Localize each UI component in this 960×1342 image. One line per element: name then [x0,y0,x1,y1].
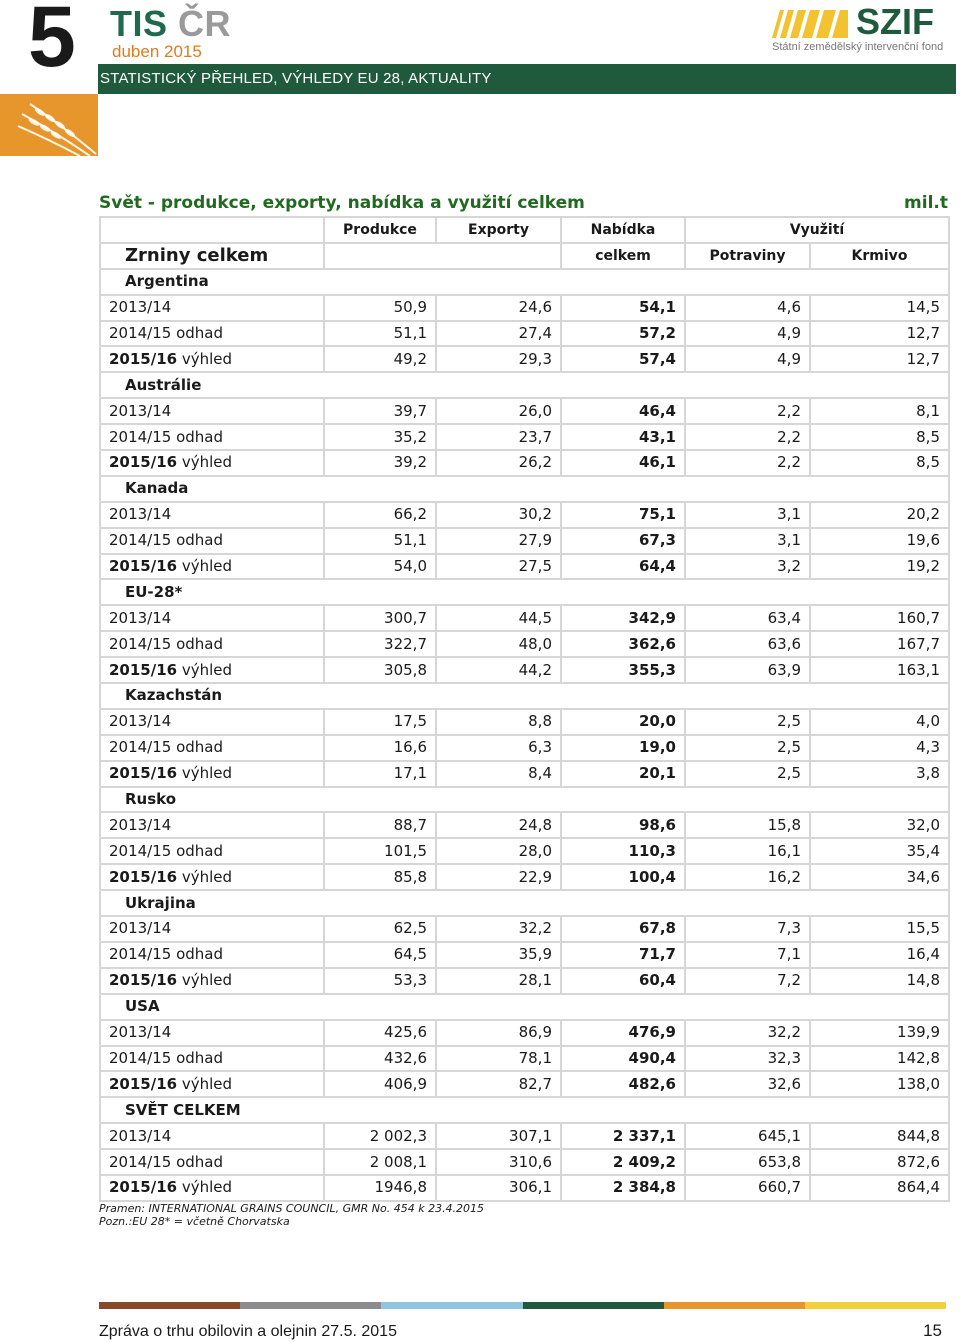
szif-logo-text: SZIF [856,1,934,42]
value-exporty: 26,0 [436,398,561,424]
value-nabidka: 2 384,8 [561,1175,685,1201]
value-produkce: 432,6 [324,1046,436,1072]
header-banner [98,64,956,94]
year: 2013/14 [109,298,172,317]
value-potraviny: 3,2 [685,554,810,580]
year-status: výhled [177,1178,233,1197]
value-exporty: 30,2 [436,502,561,528]
table-row [100,346,949,372]
year-label [100,631,324,657]
value-nabidka: 43,1 [561,424,685,450]
value-nabidka: 20,0 [561,709,685,735]
value-produkce: 17,1 [324,761,436,787]
table-row [100,864,949,890]
value-potraviny: 15,8 [685,812,810,838]
value-krmivo: 12,7 [810,346,949,372]
footer-bar-segment [381,1302,522,1309]
szif-logo-subtitle: Státní zemědělský intervenční fond [772,41,944,53]
header-row-2 [100,243,949,269]
country-row [100,372,949,398]
year-status: výhled [177,867,233,886]
tis-cr-brand [110,3,232,44]
value-krmivo: 14,8 [810,968,949,994]
value-produkce: 305,8 [324,657,436,683]
year: 2014/15 [109,427,172,446]
value-potraviny: 4,6 [685,295,810,321]
year-status: výhled [177,971,233,990]
year: 2013/14 [109,505,172,524]
brand-main: TIS [110,3,179,44]
issue-date: duben 2015 [112,42,202,61]
value-produkce: 53,3 [324,968,436,994]
year-label [100,528,324,554]
value-krmivo: 4,0 [810,709,949,735]
value-exporty: 310,6 [436,1149,561,1175]
value-exporty: 35,9 [436,942,561,968]
year-label [100,968,324,994]
issue-number: 5 [28,0,76,85]
year-status: výhled [177,764,233,783]
value-exporty: 8,8 [436,709,561,735]
value-nabidka: 342,9 [561,605,685,631]
country-name: Kazachstán [100,683,949,709]
value-produkce: 51,1 [324,321,436,347]
value-exporty: 28,1 [436,968,561,994]
year-label [100,657,324,683]
year-status: výhled [177,660,233,679]
value-potraviny: 63,4 [685,605,810,631]
year-label [100,1046,324,1072]
year: 2015/16 [109,660,178,679]
value-potraviny: 2,5 [685,709,810,735]
value-potraviny: 2,2 [685,450,810,476]
year-label [100,864,324,890]
table-row [100,1149,949,1175]
footer-bar-segment [240,1302,381,1309]
year-status: odhad [171,1152,224,1171]
footer-bar-segment [664,1302,805,1309]
col-nabidka: Nabídka [561,217,685,243]
wheat-emblem [0,94,98,156]
value-produkce: 62,5 [324,916,436,942]
value-krmivo: 32,0 [810,812,949,838]
table-row [100,709,949,735]
table-row [100,735,949,761]
section-title: Svět - produkce, exporty, nabídka a využití celkem [99,193,585,213]
value-krmivo: 160,7 [810,605,949,631]
value-exporty: 44,2 [436,657,561,683]
value-potraviny: 7,2 [685,968,810,994]
table-row [100,1020,949,1046]
value-nabidka: 362,6 [561,631,685,657]
value-produkce: 425,6 [324,1020,436,1046]
year: 2015/16 [109,764,178,783]
col-celkem: celkem [561,243,685,269]
value-produkce: 51,1 [324,528,436,554]
table-row [100,1175,949,1201]
value-krmivo: 19,6 [810,528,949,554]
year-label [100,450,324,476]
header-row-1 [100,217,949,243]
col-potraviny: Potraviny [685,243,810,269]
value-potraviny: 3,1 [685,528,810,554]
value-produkce: 64,5 [324,942,436,968]
year: 2014/15 [109,841,172,860]
footer-bar-segment [99,1302,240,1309]
country-name: SVĚT CELKEM [100,1097,949,1123]
value-potraviny: 660,7 [685,1175,810,1201]
value-exporty: 6,3 [436,735,561,761]
value-produkce: 35,2 [324,424,436,450]
value-produkce: 49,2 [324,346,436,372]
year-label [100,1071,324,1097]
year-label [100,812,324,838]
value-potraviny: 3,1 [685,502,810,528]
value-krmivo: 167,7 [810,631,949,657]
year-label [100,916,324,942]
value-potraviny: 2,5 [685,735,810,761]
year-status: odhad [171,531,224,550]
table-row [100,1046,949,1072]
year: 2013/14 [109,1023,172,1042]
banner-text: STATISTICKÝ PŘEHLED, VÝHLEDY EU 28, AKTUALITY [100,70,492,87]
page-number: 15 [923,1321,942,1340]
szif-logo-icon [772,10,848,38]
table-row [100,321,949,347]
value-produkce: 85,8 [324,864,436,890]
year-label [100,942,324,968]
year: 2015/16 [109,349,178,368]
table-row [100,657,949,683]
country-name: Ukrajina [100,890,949,916]
country-row [100,683,949,709]
value-krmivo: 139,9 [810,1020,949,1046]
year-status: odhad [171,738,224,757]
header-blank [100,217,324,243]
value-produkce: 2 002,3 [324,1123,436,1149]
year: 2014/15 [109,1152,172,1171]
country-row [100,787,949,813]
country-name: EU-28* [100,579,949,605]
country-row [100,476,949,502]
year-status: odhad [171,841,224,860]
value-krmivo: 35,4 [810,838,949,864]
footer-bar-segment [805,1302,946,1309]
year: 2014/15 [109,324,172,342]
year-status: výhled [177,1074,233,1093]
value-krmivo: 4,3 [810,735,949,761]
value-krmivo: 8,5 [810,450,949,476]
table-row [100,761,949,787]
year: 2013/14 [109,815,172,834]
year-label [100,735,324,761]
value-produkce: 39,7 [324,398,436,424]
value-nabidka: 2 409,2 [561,1149,685,1175]
table-row [100,631,949,657]
year: 2015/16 [109,453,178,472]
value-potraviny: 653,8 [685,1149,810,1175]
value-krmivo: 14,5 [810,295,949,321]
year-label [100,554,324,580]
value-nabidka: 57,4 [561,346,685,372]
value-produkce: 66,2 [324,502,436,528]
value-nabidka: 110,3 [561,838,685,864]
country-name: USA [100,994,949,1020]
year-label [100,398,324,424]
value-nabidka: 20,1 [561,761,685,787]
value-krmivo: 138,0 [810,1071,949,1097]
value-potraviny: 2,5 [685,761,810,787]
value-krmivo: 12,7 [810,321,949,347]
value-exporty: 307,1 [436,1123,561,1149]
value-nabidka: 355,3 [561,657,685,683]
year-label [100,761,324,787]
value-nabidka: 54,1 [561,295,685,321]
value-krmivo: 864,4 [810,1175,949,1201]
year-label [100,424,324,450]
value-produkce: 54,0 [324,554,436,580]
footer-bar-segment [523,1302,664,1309]
year: 2013/14 [109,919,172,938]
year-status: výhled [177,349,233,368]
value-exporty: 26,2 [436,450,561,476]
value-exporty: 78,1 [436,1046,561,1072]
value-exporty: 86,9 [436,1020,561,1046]
year-label [100,346,324,372]
value-exporty: 8,4 [436,761,561,787]
table-row [100,528,949,554]
value-potraviny: 16,1 [685,838,810,864]
table-row [100,502,949,528]
value-krmivo: 16,4 [810,942,949,968]
year-status: výhled [177,557,233,576]
value-potraviny: 16,2 [685,864,810,890]
value-nabidka: 490,4 [561,1046,685,1072]
year-label [100,1020,324,1046]
table-row [100,968,949,994]
year: 2013/14 [109,712,172,731]
footer-title: Zpráva o trhu obilovin a olejnin 27.5. 2015 [99,1323,397,1340]
value-produkce: 2 008,1 [324,1149,436,1175]
value-nabidka: 2 337,1 [561,1123,685,1149]
value-potraviny: 2,2 [685,398,810,424]
value-nabidka: 60,4 [561,968,685,994]
table-title: Zrniny celkem [100,243,324,269]
value-nabidka: 98,6 [561,812,685,838]
value-nabidka: 64,4 [561,554,685,580]
year-label [100,709,324,735]
table-row [100,812,949,838]
value-produkce: 300,7 [324,605,436,631]
year-label [100,605,324,631]
year: 2014/15 [109,945,172,964]
value-nabidka: 67,8 [561,916,685,942]
unit-label: mil.t [904,193,948,213]
value-nabidka: 75,1 [561,502,685,528]
value-nabidka: 71,7 [561,942,685,968]
table-row [100,1123,949,1149]
value-produkce: 406,9 [324,1071,436,1097]
year-label [100,295,324,321]
value-potraviny: 63,6 [685,631,810,657]
value-exporty: 24,8 [436,812,561,838]
value-krmivo: 872,6 [810,1149,949,1175]
country-name: Austrálie [100,372,949,398]
table-row [100,295,949,321]
year: 2014/15 [109,531,172,550]
value-exporty: 48,0 [436,631,561,657]
year: 2015/16 [109,971,178,990]
value-exporty: 306,1 [436,1175,561,1201]
value-produkce: 50,9 [324,295,436,321]
table-row [100,838,949,864]
value-nabidka: 46,1 [561,450,685,476]
year-status: odhad [171,945,224,964]
year-label [100,502,324,528]
year-status: výhled [177,453,233,472]
value-krmivo: 19,2 [810,554,949,580]
table-row [100,916,949,942]
table-row [100,398,949,424]
year: 2015/16 [109,1074,178,1093]
value-exporty: 28,0 [436,838,561,864]
col-vyuziti: Využití [685,217,949,243]
country-row [100,1097,949,1123]
year-status: odhad [171,634,224,653]
year-label [100,321,324,347]
value-potraviny: 7,3 [685,916,810,942]
value-nabidka: 476,9 [561,1020,685,1046]
table-row [100,450,949,476]
value-potraviny: 4,9 [685,346,810,372]
value-krmivo: 8,5 [810,424,949,450]
footer-color-bar [99,1302,946,1309]
year-label [100,1149,324,1175]
value-exporty: 44,5 [436,605,561,631]
value-nabidka: 57,2 [561,321,685,347]
table-body [100,217,949,1201]
year-status: odhad [171,324,224,342]
value-potraviny: 2,2 [685,424,810,450]
value-produkce: 101,5 [324,838,436,864]
value-krmivo: 34,6 [810,864,949,890]
value-potraviny: 32,2 [685,1020,810,1046]
value-krmivo: 844,8 [810,1123,949,1149]
value-potraviny: 4,9 [685,321,810,347]
value-nabidka: 46,4 [561,398,685,424]
value-produkce: 17,5 [324,709,436,735]
value-potraviny: 32,3 [685,1046,810,1072]
grain-balance-table [99,216,950,1202]
year-label [100,1123,324,1149]
col-exporty: Exporty [436,217,561,243]
brand-accent: ČR [178,3,232,44]
col-krmivo: Krmivo [810,243,949,269]
value-potraviny: 645,1 [685,1123,810,1149]
value-exporty: 24,6 [436,295,561,321]
table-row [100,1071,949,1097]
value-produkce: 16,6 [324,735,436,761]
value-exporty: 27,9 [436,528,561,554]
year: 2013/14 [109,401,172,420]
table-row [100,942,949,968]
year: 2014/15 [109,634,172,653]
value-nabidka: 482,6 [561,1071,685,1097]
year-status: odhad [171,427,224,446]
country-name: Argentina [100,269,949,295]
table-row [100,554,949,580]
value-potraviny: 63,9 [685,657,810,683]
value-krmivo: 20,2 [810,502,949,528]
col-produkce: Produkce [324,217,436,243]
year: 2013/14 [109,1126,172,1145]
year-label [100,838,324,864]
country-name: Kanada [100,476,949,502]
value-exporty: 29,3 [436,346,561,372]
value-krmivo: 8,1 [810,398,949,424]
value-exporty: 27,4 [436,321,561,347]
value-nabidka: 100,4 [561,864,685,890]
country-row [100,994,949,1020]
value-exporty: 27,5 [436,554,561,580]
value-potraviny: 7,1 [685,942,810,968]
value-krmivo: 3,8 [810,761,949,787]
value-produkce: 322,7 [324,631,436,657]
table-row [100,605,949,631]
year: 2015/16 [109,557,178,576]
year: 2014/15 [109,1048,172,1067]
year-label [100,1175,324,1201]
year-status: odhad [171,1048,224,1067]
value-produkce: 88,7 [324,812,436,838]
value-exporty: 22,9 [436,864,561,890]
year: 2014/15 [109,738,172,757]
value-exporty: 82,7 [436,1071,561,1097]
value-krmivo: 142,8 [810,1046,949,1072]
country-row [100,269,949,295]
country-row [100,890,949,916]
table-notes [99,1202,484,1228]
country-name: Rusko [100,787,949,813]
country-row [100,579,949,605]
value-exporty: 32,2 [436,916,561,942]
value-krmivo: 15,5 [810,916,949,942]
source-note: Pramen: INTERNATIONAL GRAINS COUNCIL, GMR No. 454 k 23.4.2015 [99,1202,485,1215]
value-potraviny: 32,6 [685,1071,810,1097]
wheat-icon [0,94,98,156]
value-exporty: 23,7 [436,424,561,450]
table-row [100,424,949,450]
year: 2015/16 [109,1178,178,1197]
value-nabidka: 19,0 [561,735,685,761]
value-produkce: 39,2 [324,450,436,476]
header-blank-2 [324,243,561,269]
eu-note: Pozn.:EU 28* = včetně Chorvatska [99,1215,290,1228]
year: 2015/16 [109,867,178,886]
year: 2013/14 [109,608,172,627]
value-nabidka: 67,3 [561,528,685,554]
value-krmivo: 163,1 [810,657,949,683]
value-produkce: 1946,8 [324,1175,436,1201]
